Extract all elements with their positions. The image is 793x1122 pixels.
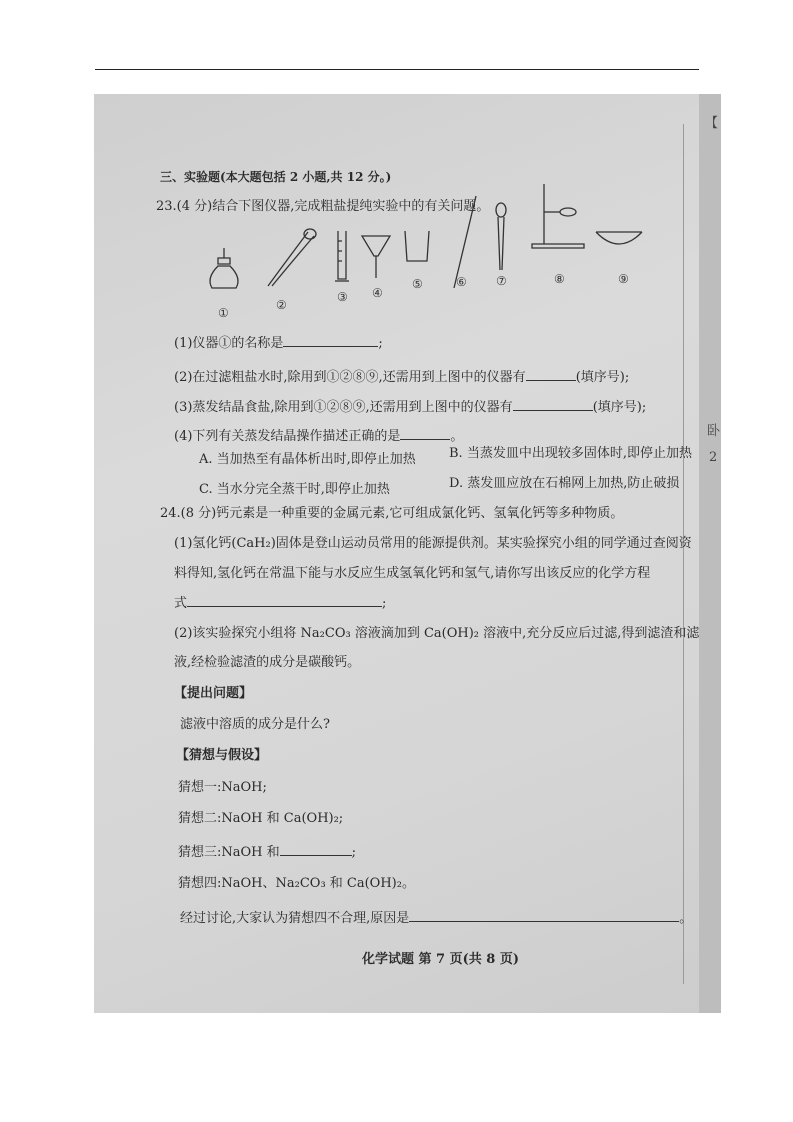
guess-3-end: ; bbox=[351, 845, 357, 860]
q24-stem: 24.(8 分)钙元素是一种重要的金属元素,它可组成氯化钙、氢氧化钙等多种物质。 bbox=[160, 506, 624, 521]
q23-stem: 23.(4 分)结合下图仪器,完成粗盐提纯实验中的有关问题。 bbox=[156, 199, 490, 214]
q23-part3 bbox=[174, 398, 646, 416]
evaporating-dish-icon bbox=[594, 226, 644, 254]
q24-line2: 料得知,氢化钙在常温下能与水反应生成氢氧化钙和氢气,请你写出该反应的化学方程 bbox=[174, 566, 651, 581]
q24-line3-end: ; bbox=[382, 596, 387, 611]
graduated-cylinder-icon bbox=[332, 229, 352, 285]
apparatus-label: ④ bbox=[372, 286, 383, 300]
iron-stand-icon bbox=[530, 182, 588, 252]
guess-2: 猜想二:NaOH 和 Ca(OH)₂; bbox=[178, 811, 344, 826]
q24-line3-text: 式 bbox=[174, 596, 188, 611]
option-c: C. 当水分完全蒸干时,即停止加热 bbox=[199, 482, 390, 497]
q23-part4 bbox=[174, 427, 463, 445]
apparatus-label: ② bbox=[276, 298, 287, 312]
page-footer: 化学试题 第 7 页(共 8 页) bbox=[362, 952, 520, 967]
apparatus-label: ③ bbox=[337, 290, 348, 304]
apparatus-label: ⑨ bbox=[618, 272, 629, 286]
q23-part3-end: (填序号); bbox=[592, 400, 647, 415]
question-text: 滤液中溶质的成分是什么? bbox=[180, 717, 330, 732]
answer-blank[interactable] bbox=[280, 843, 352, 856]
guess-3 bbox=[178, 843, 356, 861]
answer-blank[interactable] bbox=[409, 909, 679, 922]
answer-blank[interactable] bbox=[400, 427, 450, 440]
q24-line5: 液,经检验滤渣的成分是碳酸钙。 bbox=[174, 655, 361, 670]
edge-char: 2 bbox=[709, 450, 718, 465]
q23-part4-text: (4)下列有关蒸发结晶操作描述正确的是 bbox=[174, 429, 401, 444]
edge-char: 卧 bbox=[707, 424, 721, 439]
dropper-icon bbox=[490, 202, 512, 274]
guess-4: 猜想四:NaOH、Na₂CO₃ 和 Ca(OH)₂。 bbox=[178, 876, 415, 891]
funnel-icon bbox=[360, 232, 392, 282]
guess-1: 猜想一:NaOH; bbox=[178, 780, 267, 795]
option-b: B. 当蒸发皿中出现较多固体时,即停止加热 bbox=[449, 446, 692, 461]
heading-question: 【提出问题】 bbox=[174, 686, 253, 701]
heading-hypothesis: 【猜想与假设】 bbox=[176, 748, 268, 763]
q23-part3-text: (3)蒸发结晶食盐,除用到①②⑧⑨,还需用到上图中的仪器有 bbox=[174, 400, 513, 415]
answer-blank[interactable] bbox=[513, 398, 593, 411]
answer-blank[interactable] bbox=[283, 334, 378, 347]
q23-part1 bbox=[174, 334, 383, 352]
answer-blank[interactable] bbox=[187, 594, 382, 607]
next-page-edge bbox=[699, 94, 721, 1013]
q23-part2-text: (2)在过滤粗盐水时,除用到①②⑧⑨,还需用到上图中的仪器有 bbox=[174, 370, 526, 385]
q24-line3 bbox=[174, 594, 386, 612]
conclusion-text: 经过讨论,大家认为猜想四不合理,原因是 bbox=[180, 911, 410, 926]
beaker-icon bbox=[402, 229, 432, 265]
q23-part2 bbox=[174, 368, 629, 386]
top-rule bbox=[95, 69, 699, 70]
q23-part1-end: ; bbox=[378, 336, 383, 351]
answer-blank[interactable] bbox=[526, 368, 576, 381]
apparatus-label: ⑥ bbox=[456, 275, 467, 289]
apparatus-label: ⑤ bbox=[412, 277, 423, 291]
apparatus-label: ⑦ bbox=[496, 274, 507, 288]
q23-part1-text: (1)仪器①的名称是 bbox=[174, 336, 284, 351]
exam-photo bbox=[94, 94, 721, 1013]
conclusion-end: 。 bbox=[679, 911, 693, 926]
edge-char: 【 bbox=[705, 116, 719, 131]
crucible-tongs-icon bbox=[264, 224, 319, 289]
q23-part4-end: 。 bbox=[450, 429, 464, 444]
guess-3-text: 猜想三:NaOH 和 bbox=[178, 845, 280, 860]
option-d: D. 蒸发皿应放在石棉网上加热,防止破损 bbox=[449, 476, 680, 491]
apparatus-label: ① bbox=[218, 306, 229, 320]
page-fold-line bbox=[683, 124, 684, 984]
apparatus-label: ⑧ bbox=[554, 272, 565, 286]
conclusion-line bbox=[180, 909, 692, 927]
option-a: A. 当加热至有晶体析出时,即停止加热 bbox=[199, 452, 416, 467]
section-header: 三、实验题(本大题包括 2 小题,共 12 分。) bbox=[160, 170, 392, 184]
q24-line4: (2)该实验探究小组将 Na₂CO₃ 溶液滴加到 Ca(OH)₂ 溶液中,充分反应后过滤,得到滤渣和滤 bbox=[174, 626, 700, 641]
q23-part2-end: (填序号); bbox=[575, 370, 630, 385]
alcohol-lamp-icon bbox=[204, 244, 244, 294]
q24-line1: (1)氢化钙(CaH₂)固体是登山运动员常用的能源提供剂。某实验探究小组的同学通过查阅资 bbox=[174, 536, 692, 551]
